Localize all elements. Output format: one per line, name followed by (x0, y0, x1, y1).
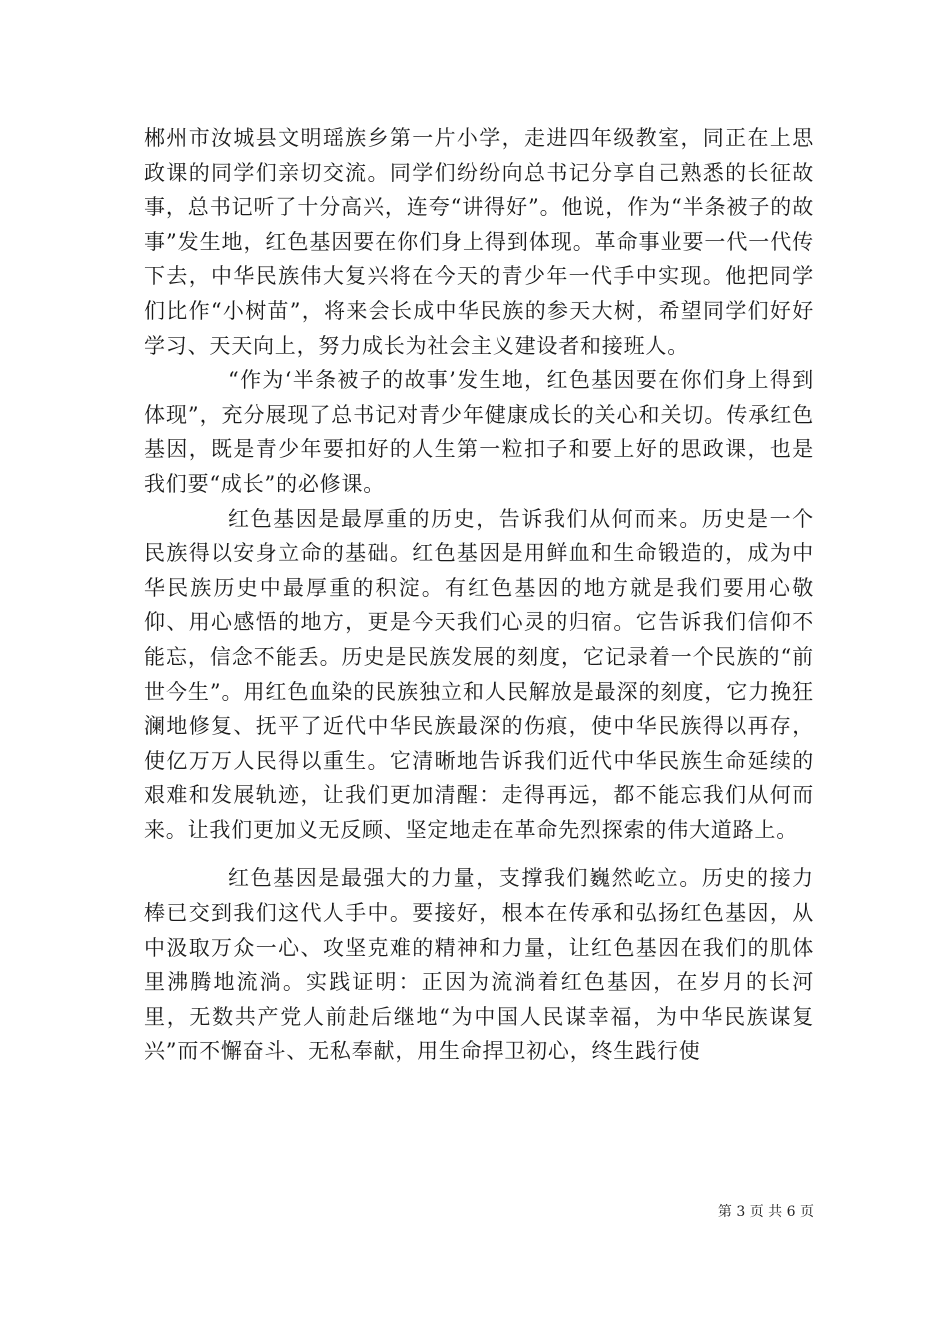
document-body (144, 121, 814, 1069)
paragraph-4: 红色基因是最强大的力量，支撑我们巍然屹立。历史的接力棒已交到我们这代人手中。要接好，根本在传承和弘扬红色基因，从中汲取万众一心、攻坚克难的精神和力量，让红色基因在我们的肌体里沸腾地流淌。实践证明：正因为流淌着红色基因，在岁月的长河里，无数共产党人前赴后继地“为中国人民谋幸福，为中华民族谋复兴”而不懈奋斗、无私奉献，用生命捍卫初心，终生践行使 (144, 866, 814, 1064)
paragraph-3: 红色基因是最厚重的历史，告诉我们从何而来。历史是一个民族得以安身立命的基础。红色基因是用鲜血和生命锻造的，成为中华民族历史中最厚重的积淀。有红色基因的地方就是我们要用心敬仰、用心感悟的地方，更是今天我们心灵的归宿。它告诉我们信仰不能忘，信念不能丢。历史是民族发展的刻度，它记录着一个民族的“前世今生”。用红色血染的民族独立和人民解放是最深的刻度，它力挽狂澜地修复、抚平了近代中华民族最深的伤痕，使中华民族得以再存，使亿万万人民得以重生。它清晰地告诉我们近代中华民族生命延续的艰难和发展轨迹，让我们更加清醒：走得再远，都不能忘我们从何而来。让我们更加义无反顾、坚定地走在革命先烈探索的伟大道路上。 (144, 506, 814, 842)
page-number-footer: 第 3 页 共 6 页 (717, 1204, 814, 1220)
paragraph-1: 郴州市汝城县文明瑶族乡第一片小学，走进四年级教室，同正在上思政课的同学们亲切交流。同学们纷纷向总书记分享自己熟悉的长征故事，总书记听了十分高兴，连夸“讲得好”。他说，作为“半条被子的故事”发生地，红色基因要在你们身上得到体现。革命事业要一代一代传下去，中华民族伟大复兴将在今天的青少年一代手中实现。他把同学们比作“小树苗”，将来会长成中华民族的参天大树，希望同学们好好学习、天天向上，努力成长为社会主义建设者和接班人。 (144, 126, 814, 358)
paragraph-2: “作为‘半条被子的故事’发生地，红色基因要在你们身上得到体现”，充分展现了总书记对青少年健康成长的关心和关切。传承红色基因，既是青少年要扣好的人生第一粒扣子和要上好的思政课，也是我们要“成长”的必修课。 (144, 368, 814, 496)
